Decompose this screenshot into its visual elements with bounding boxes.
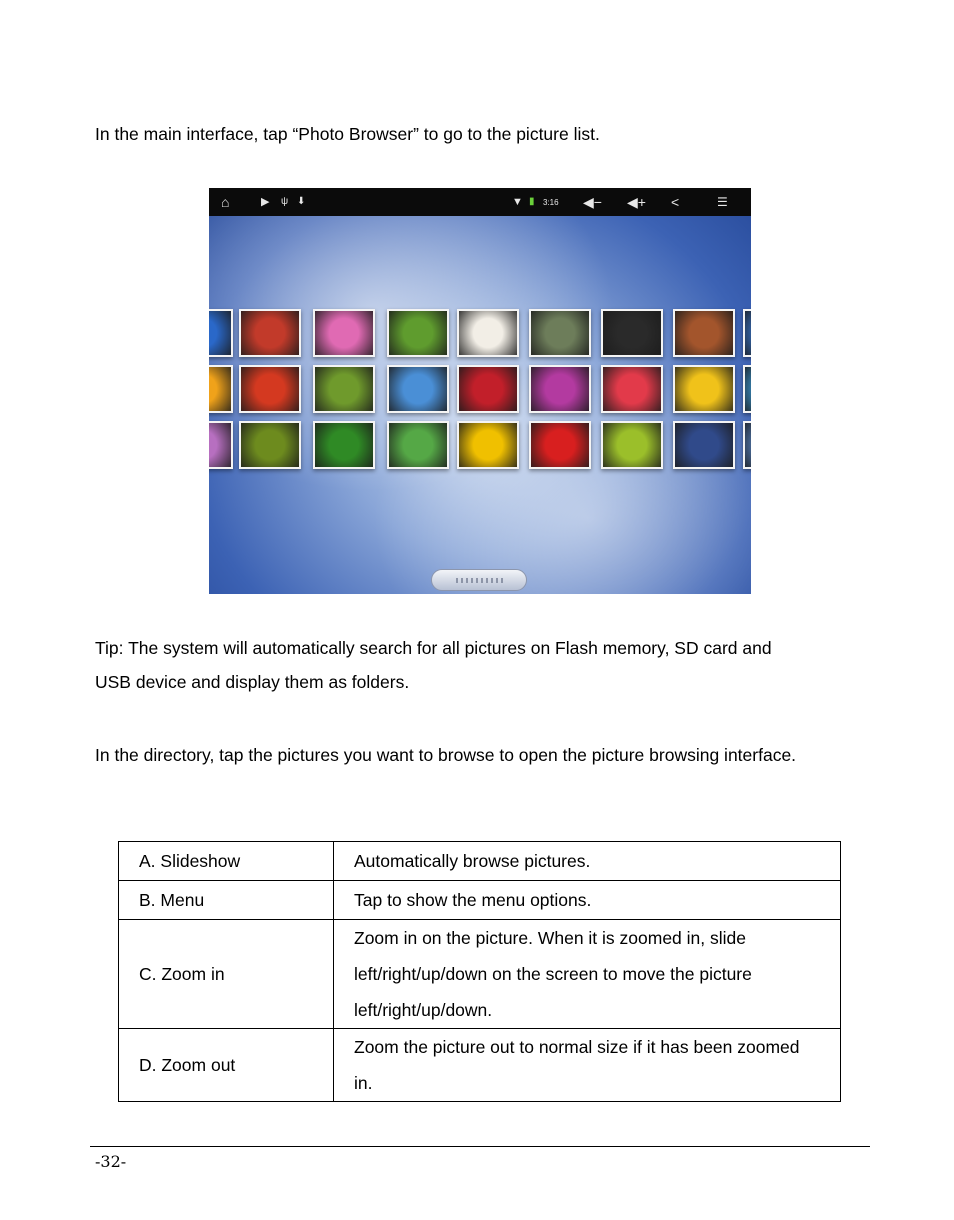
table-key: A. Slideshow bbox=[119, 842, 334, 881]
table-key: B. Menu bbox=[119, 881, 334, 920]
function-table bbox=[118, 841, 841, 1102]
photo-thumbnail[interactable] bbox=[387, 365, 449, 413]
photo-thumbnail[interactable] bbox=[743, 309, 751, 357]
photo-thumbnail[interactable] bbox=[209, 421, 233, 469]
table-value: Zoom the picture out to normal size if it has been zoomed in. bbox=[334, 1029, 841, 1102]
drawer-handle bbox=[431, 569, 527, 591]
volume-up-icon: ◀+ bbox=[627, 194, 646, 210]
table-row bbox=[119, 1029, 841, 1102]
photo-thumbnail[interactable] bbox=[457, 309, 519, 357]
photo-thumbnail[interactable] bbox=[601, 365, 663, 413]
footer-divider bbox=[90, 1146, 870, 1147]
table-value: Zoom in on the picture. When it is zoomed in, slide left/right/up/down on the screen to move the picture left/right/up/down. bbox=[334, 920, 841, 1029]
photo-thumbnail[interactable] bbox=[743, 421, 751, 469]
table-value: Automatically browse pictures. bbox=[334, 842, 841, 881]
photo-thumbnail[interactable] bbox=[209, 309, 233, 357]
photo-thumbnail[interactable] bbox=[239, 421, 301, 469]
photo-thumbnail[interactable] bbox=[601, 309, 663, 357]
table-row bbox=[119, 842, 841, 881]
photo-thumbnail[interactable] bbox=[529, 365, 591, 413]
photo-thumbnail[interactable] bbox=[209, 365, 233, 413]
media-icon: ▶ bbox=[261, 196, 270, 208]
photo-thumbnail[interactable] bbox=[387, 421, 449, 469]
photo-thumbnail[interactable] bbox=[239, 309, 301, 357]
back-icon: < bbox=[671, 194, 680, 210]
photo-thumbnail[interactable] bbox=[743, 365, 751, 413]
status-bar bbox=[209, 188, 751, 216]
photo-thumbnail[interactable] bbox=[313, 365, 375, 413]
photo-thumbnail[interactable] bbox=[601, 421, 663, 469]
directory-paragraph: In the directory, tap the pictures you want to browse to open the picture browsing interface. bbox=[95, 745, 797, 765]
wifi-icon: ▼ bbox=[512, 196, 523, 208]
intro-paragraph: In the main interface, tap “Photo Browser” to go to the picture list. bbox=[95, 124, 600, 144]
photo-thumbnail[interactable] bbox=[673, 421, 735, 469]
photo-thumbnail[interactable] bbox=[387, 309, 449, 357]
usb-icon: ψ bbox=[281, 196, 289, 207]
photo-thumbnail[interactable] bbox=[239, 365, 301, 413]
photo-thumbnail[interactable] bbox=[457, 365, 519, 413]
status-time: 3:16 bbox=[543, 198, 559, 207]
thumbnail-grid bbox=[209, 309, 751, 463]
page-number: -32- bbox=[95, 1152, 127, 1171]
photo-thumbnail[interactable] bbox=[457, 421, 519, 469]
menu-icon: ☰ bbox=[717, 195, 728, 209]
table-row bbox=[119, 920, 841, 1029]
home-icon: ⌂ bbox=[221, 194, 230, 210]
table-key: C. Zoom in bbox=[119, 920, 334, 1029]
table-row bbox=[119, 881, 841, 920]
battery-icon: ▮ bbox=[529, 196, 535, 207]
download-icon: ⬇ bbox=[297, 196, 306, 207]
photo-thumbnail[interactable] bbox=[313, 309, 375, 357]
table-value: Tap to show the menu options. bbox=[334, 881, 841, 920]
volume-down-icon: ◀− bbox=[583, 194, 602, 210]
photo-thumbnail[interactable] bbox=[529, 421, 591, 469]
photo-thumbnail[interactable] bbox=[673, 309, 735, 357]
photo-browser-screenshot bbox=[209, 188, 751, 594]
table-key: D. Zoom out bbox=[119, 1029, 334, 1102]
photo-thumbnail[interactable] bbox=[313, 421, 375, 469]
photo-thumbnail[interactable] bbox=[529, 309, 591, 357]
tip-paragraph: Tip: The system will automatically search for all pictures on Flash memory, SD card and USB device and display them as folders. bbox=[95, 638, 772, 692]
photo-thumbnail[interactable] bbox=[673, 365, 735, 413]
